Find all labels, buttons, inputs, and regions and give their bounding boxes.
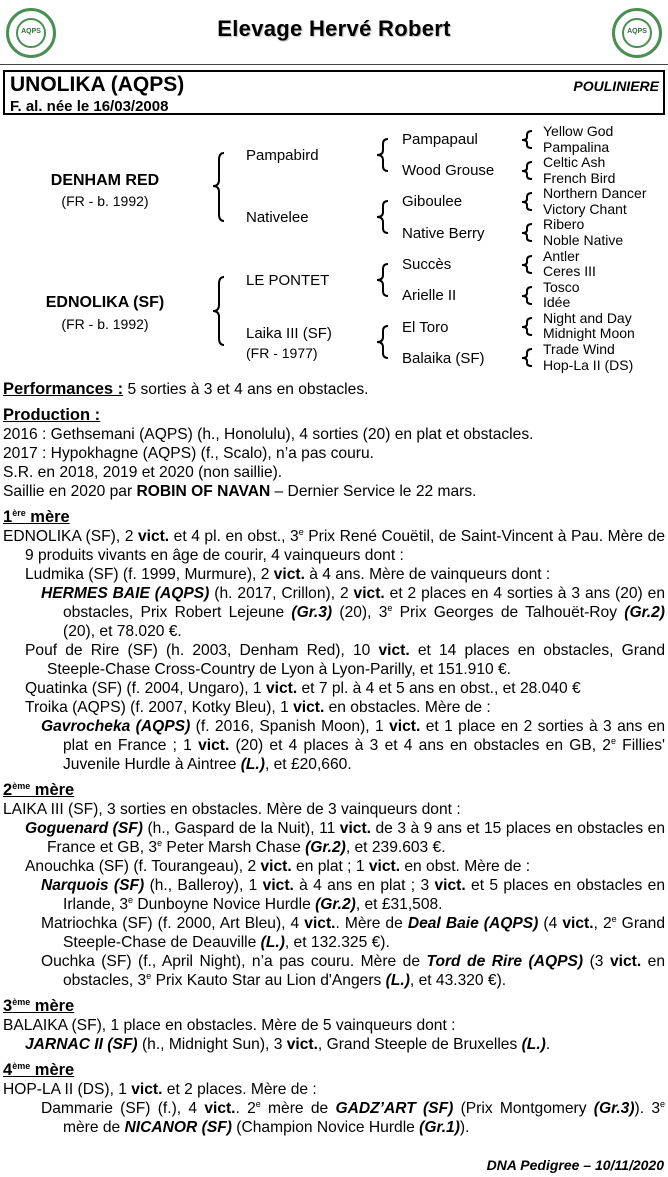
gen3-2: Wood Grouse [402,162,495,179]
mere2-produce-narquois: Narquois (SF) (h., Balleroy), 1 vict. à 4 ans en plat ; 3 vict. et 5 places en obstacles en Irlande, 3e Dunboyne Novice Hurdle (Gr.2), et £31,508. [41,877,665,913]
gen4-6: Victory Chant [543,201,627,217]
gen2-sire-dam: Nativelee [246,209,309,226]
sire-info: (FR - b. 1992) [61,193,149,209]
gen4-2: Pampalina [543,139,610,155]
gen4-12: Idée [543,294,571,310]
mere1-produce-quatinka: Quatinka (SF) (f. 2004, Ungaro), 1 vict. et 7 pl. à 4 et 5 ans en obst., et 28.040 € [25,680,581,697]
production-line: 2016 : Gethsemani (AQPS) (h., Honolulu), 4 sorties (20) en plat et obstacles. [3,426,534,443]
footer-source: DNA Pedigree – 10/11/2020 [486,1157,664,1173]
mere3-produce-jarnac: JARNAC II (SF) (h., Midnight Sun), 3 vict., Grand Steeple de Bruxelles (L.). [25,1036,551,1053]
mere2-produce-matriochka: Matriochka (SF) (f. 2000, Art Bleu), 4 vict.. Mère de Deal Baie (AQPS) (4 vict., 2e Grand Steeple-Chase de Deauville (L.), et 132.325 €). [41,914,666,951]
saillie-line [3,482,665,501]
mere3-dam: BALAIKA (SF), 1 place en obstacles. Mère de 5 vainqueurs dont : [3,1017,456,1034]
mere2-title: 2ème mère [3,781,75,799]
gen4-10: Ceres III [543,263,596,279]
gen3-5: Succès [402,256,452,273]
mere1-produce-hermes-baie: HERMES BAIE (AQPS) (h. 2017, Crillon), 2 vict. et 2 places en 4 sorties à 3 ans (20) en obstacles, Prix Robert Lejeune (Gr.3) (20), 3e Prix Georges de Talhouët-Roy (Gr.2) (20), et 78.020 €. [41,585,665,640]
gen4-5: Northern Dancer [543,185,647,201]
mere1-produce-gavrocheka: Gavrocheka (AQPS) (f. 2016, Spanish Moon), 1 vict. et 1 place en 2 sorties à 3 ans en plat en France ; 1 vict. (20) et 4 places à 3 et 4 ans en obstacles en GB, 2e Fillies' Juvenile Hurdle à Aintree (L.), et £20,660. [41,718,666,773]
dam-info: (FR - b. 1992) [61,316,149,332]
production-line: 2017 : Hypokhagne (AQPS) (f., Scalo), n’a pas couru. [3,445,374,462]
gen3-7: El Toro [402,319,449,336]
mere4-title: 4ème mère [3,1061,75,1079]
gen4-16: Hop-La II (DS) [543,357,634,373]
performances-line [3,380,665,399]
gen4-7: Ribero [543,216,585,232]
saillie-stallion: ROBIN OF NAVAN [136,483,271,500]
horse-role: POULINIERE [573,78,659,94]
gen3-1: Pampapaul [402,131,478,148]
gen4-4: French Bird [543,170,616,186]
mere1-produce-ludmika: Ludmika (SF) (f. 1999, Murmure), 2 vict. à 4 ans. Mère de vainqueurs dont : [25,566,551,583]
mere1-title: 1ère mère [3,508,70,526]
catalogue-body [3,380,665,1137]
mere2-produce-goguenard: Goguenard (SF) (h., Gaspard de la Nuit), 11 vict. de 3 à 9 ans et 15 places en obstacles en France et GB, 3e Peter Marsh Chase (Gr.2), et 239.603 €. [25,820,665,856]
mere4-produce-dammarie: Dammarie (SF) (f.), 4 vict.. 2e mère de GADZ’ART (SF) (Prix Montgomery (Gr.3)). 3e mère de NICANOR (SF) (Champion Novice Hurdle (Gr.1)). [41,1099,666,1136]
gen3-6: Arielle II [402,287,457,304]
mere1-produce-troika: Troika (AQPS) (f. 2007, Kotky Bleu), 1 vict. en obstacles. Mère de : [25,699,491,716]
site-title: Elevage Hervé Robert [217,16,451,41]
gen2-dam-sire: LE PONTET [246,272,330,289]
gen4-13: Night and Day [543,310,632,326]
production-line: S.R. en 2018, 2019 et 2020 (non saillie). [3,464,283,481]
gen4-3: Celtic Ash [543,154,606,170]
gen4-1: Yellow God [543,123,614,139]
horse-name: UNOLIKA (AQPS) [10,73,185,96]
performances-text: 5 sorties à 3 et 4 ans en obstacles. [123,381,369,398]
mere2-produce-ouchka: Ouchka (SF) (f., April Night), n’a pas couru. Mère de Tord de Rire (AQPS) (3 vict. en obstacles, 3e Prix Kauto Star au Lion d'Angers (L.), et 43.320 €). [41,953,665,989]
gen4-14: Midnight Moon [543,325,635,341]
gen4-9: Antler [543,248,580,264]
saillie-pre: Saillie en 2020 par [3,483,137,500]
gen2-dam-dam: Laika III (SF) [246,325,332,342]
gen4-8: Noble Native [543,232,624,248]
gen4-11: Tosco [543,279,580,295]
mere2-produce-anouchka: Anouchka (SF) (f. Tourangeau), 2 vict. en plat ; 1 vict. en obst. Mère de : [25,858,531,875]
mere2-dam: LAIKA III (SF), 3 sorties en obstacles. Mère de 3 vainqueurs dont : [3,801,461,818]
dam-name: EDNOLIKA (SF) [45,294,165,311]
mere1-produce-pouf-de-rire: Pouf de Rire (SF) (h. 2003, Denham Red), 10 vict. et 14 places en obstacles, Grand Steeple-Chase Cross-Country de Lyon à Lyon-Parilly, et 151.910 €. [25,642,665,678]
gen4-15: Trade Wind [543,341,615,357]
gen3-3: Giboulee [402,193,463,210]
mere1-dam: EDNOLIKA (SF), 2 vict. et 4 pl. en obst., 3e Prix René Couëtil, de Saint-Vincent à Pau. Mère de 9 produits vivants en âge de courir, 4 vainqueurs dont : [3,527,665,564]
gen3-8: Balaika (SF) [402,350,485,367]
gen3-4: Native Berry [402,225,485,242]
mere4-dam: HOP-LA II (DS), 1 vict. et 2 places. Mère de : [3,1081,317,1098]
sire-name: DENHAM RED [50,172,160,189]
gen2-dam-dam-info: (FR - 1977) [246,345,318,361]
mere3-title: 3ème mère [3,997,75,1015]
logo-text: AQPS [627,28,647,35]
saillie-post: – Dernier Service le 22 mars. [270,483,477,500]
horse-birth: F. al. née le 16/03/2008 [10,98,169,115]
logo-text: AQPS [21,28,41,35]
performances-title: Performances : [3,380,124,398]
gen2-sire-sire: Pampabird [246,147,319,164]
production-title: Production : [3,406,101,424]
